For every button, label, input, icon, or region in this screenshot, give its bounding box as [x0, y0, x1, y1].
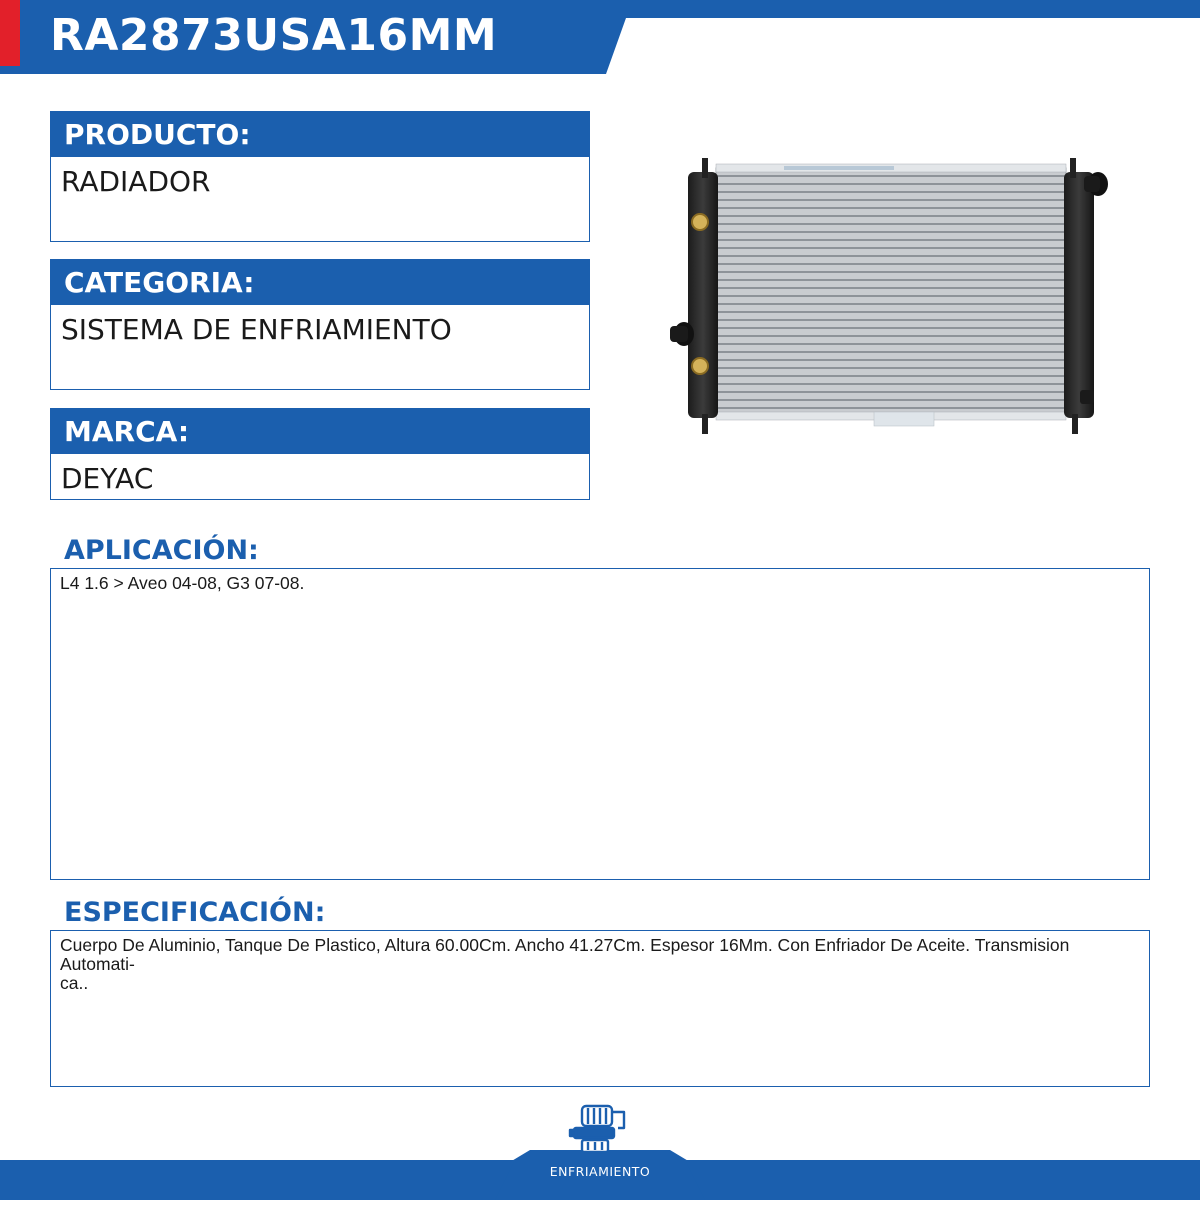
radiator-image — [664, 154, 1108, 436]
producto-value: RADIADOR — [50, 157, 590, 242]
marca-label: MARCA: — [50, 408, 590, 454]
producto-label: PRODUCTO: — [50, 111, 590, 157]
footer-category-label: ENFRIAMIENTO — [549, 1164, 651, 1179]
especificacion-title: ESPECIFICACIÓN: — [64, 897, 326, 928]
radiator-drawing — [664, 154, 1108, 436]
aplicacion-text: L4 1.6 > Aveo 04-08, G3 07-08. — [60, 573, 305, 593]
aplicacion-box — [50, 568, 1150, 880]
especificacion-line-1: Cuerpo De Aluminio, Tanque De Plastico, Altura 60.00Cm. Ancho 41.27Cm. Espesor 16Mm. Con Enfriador De Aceite. Transmision Automati- — [60, 935, 1070, 974]
aplicacion-title: APLICACIÓN: — [64, 535, 259, 566]
cooling-fan-icon — [566, 1104, 634, 1160]
especificacion-line-2: ca.. — [60, 973, 89, 993]
page-title: RA2873USA16MM — [50, 10, 498, 61]
especificacion-box — [50, 930, 1150, 1087]
categoria-value: SISTEMA DE ENFRIAMIENTO — [50, 305, 590, 390]
marca-value: DEYAC — [50, 454, 590, 500]
categoria-label: CATEGORIA: — [50, 259, 590, 305]
